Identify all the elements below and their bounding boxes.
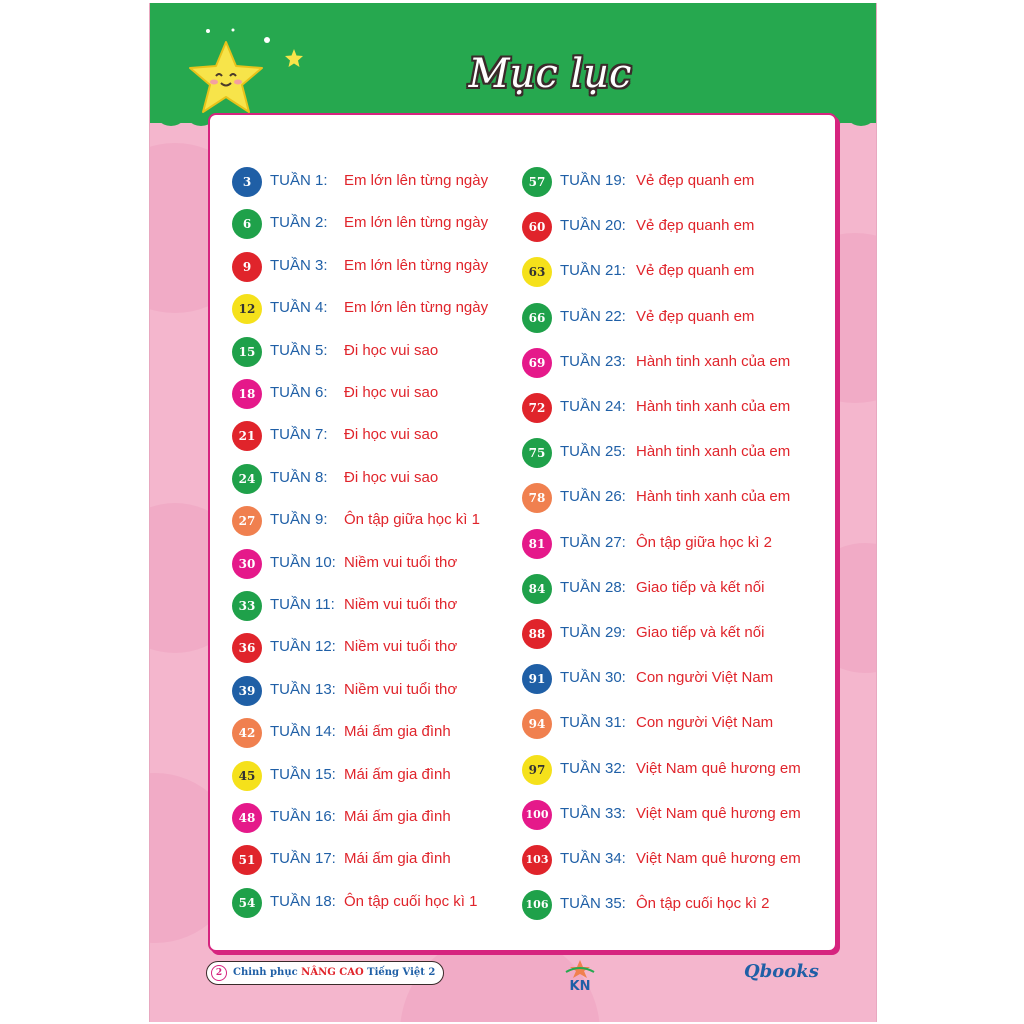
page-number-badge: 30 (232, 549, 262, 579)
week-label: TUẦN 30: (560, 669, 626, 687)
page-number-badge: 3 (232, 167, 262, 197)
week-label: TUẦN 31: (560, 714, 626, 732)
week-label: TUẦN 12: (270, 638, 336, 656)
page-number-badge: 106 (522, 890, 552, 920)
svg-text:KN: KN (569, 979, 591, 994)
page-number-badge: 12 (232, 294, 262, 324)
book-page (149, 3, 877, 1022)
page-number-badge: 54 (232, 888, 262, 918)
page-number-badge: 21 (232, 421, 262, 451)
topic-label: Việt Nam quê hương em (636, 804, 801, 822)
page-number-badge: 42 (232, 718, 262, 748)
sparkle-star-icon (284, 48, 304, 68)
topic-label: Con người Việt Nam (636, 714, 774, 732)
star-mascot-icon (186, 38, 266, 118)
week-label: TUẦN 32: (560, 759, 626, 777)
topic-label: Ôn tập cuối học kì 2 (636, 895, 770, 913)
week-label: TUẦN 26: (560, 488, 626, 506)
week-label: TUẦN 34: (560, 850, 626, 867)
page-number-badge: 94 (522, 709, 552, 739)
page-number-badge: 103 (522, 845, 552, 875)
page-number-badge: 51 (232, 845, 262, 875)
topic-label: Đi học vui sao (344, 468, 439, 486)
page-number-badge: 18 (232, 379, 262, 409)
topic-label: Niềm vui tuổi thơ (344, 553, 458, 571)
week-label: TUẦN 18: (270, 892, 336, 910)
topic-label: Vẻ đẹp quanh em (636, 307, 755, 325)
page-number-badge: 63 (522, 257, 552, 287)
page-number-badge: 45 (232, 761, 262, 791)
week-label: TUẦN 24: (560, 398, 626, 415)
page-number-badge: 78 (522, 483, 552, 513)
page-number-badge: 97 (522, 755, 552, 785)
week-label: TUẦN 25: (560, 443, 626, 461)
week-label: TUẦN 8: (270, 468, 328, 486)
week-label: TUẦN 27: (560, 533, 626, 551)
page-number-badge: 60 (522, 212, 552, 242)
topic-label: Việt Nam quê hương em (636, 759, 801, 777)
week-label: TUẦN 13: (270, 680, 336, 698)
page-number-badge: 57 (522, 167, 552, 197)
page-number-badge: 81 (522, 529, 552, 559)
topic-label: Ôn tập giữa học kì 1 (344, 511, 480, 529)
topic-label: Việt Nam quê hương em (636, 850, 801, 867)
week-label: TUẦN 22: (560, 307, 626, 325)
week-label: TUẦN 16: (270, 808, 336, 825)
topic-label: Ôn tập cuối học kì 1 (344, 892, 478, 910)
page-number-badge: 15 (232, 337, 262, 367)
page-number-badge: 48 (232, 803, 262, 833)
page-number-badge: 91 (522, 664, 552, 694)
topic-label: Vẻ đẹp quanh em (636, 262, 755, 280)
week-label: TUẦN 28: (560, 578, 626, 596)
page-number-badge: 100 (522, 800, 552, 830)
week-label: TUẦN 4: (270, 299, 328, 317)
page-number-badge: 75 (522, 438, 552, 468)
week-label: TUẦN 9: (270, 511, 328, 529)
topic-label: Con người Việt Nam (636, 669, 774, 687)
week-label: TUẦN 15: (270, 765, 336, 783)
topic-label: Hành tinh xanh của em (636, 443, 791, 461)
week-label: TUẦN 1: (270, 172, 328, 189)
topic-label: Em lớn lên từng ngày (344, 256, 489, 274)
week-label: TUẦN 3: (270, 256, 328, 274)
topic-label: Đi học vui sao (344, 384, 439, 401)
topic-label: Ôn tập giữa học kì 2 (636, 533, 772, 551)
week-label: TUẦN 29: (560, 624, 626, 641)
topic-label: Vẻ đẹp quanh em (636, 172, 755, 189)
toc-card (208, 113, 837, 952)
page-number-badge: 36 (232, 633, 262, 663)
week-label: TUẦN 10: (270, 553, 336, 571)
page-title: Mục lục (468, 51, 632, 97)
topic-label: Giao tiếp và kết nối (636, 624, 765, 641)
week-label: TUẦN 6: (270, 384, 328, 401)
brand-logo: Qbooks (744, 961, 819, 982)
topic-label: Niềm vui tuổi thơ (344, 638, 458, 656)
topic-label: Niềm vui tuổi thơ (344, 680, 458, 698)
topic-label: Mái ấm gia đình (344, 808, 451, 825)
topic-label: Đi học vui sao (344, 341, 439, 359)
week-label: TUẦN 21: (560, 262, 626, 280)
page-number-badge: 66 (522, 303, 552, 333)
topic-label: Hành tinh xanh của em (636, 352, 791, 370)
topic-label: Đi học vui sao (344, 426, 439, 444)
week-label: TUẦN 20: (560, 217, 626, 235)
topic-label: Mái ấm gia đình (344, 850, 451, 868)
page-number: 2 (211, 965, 227, 981)
sparkle-dot-icon (262, 35, 272, 45)
page-number-badge: 33 (232, 591, 262, 621)
page-number-badge: 84 (522, 574, 552, 604)
page-number-badge: 27 (232, 506, 262, 536)
week-label: TUẦN 23: (560, 352, 626, 370)
header-banner (150, 3, 876, 123)
week-label: TUẦN 5: (270, 341, 328, 359)
topic-label: Hành tinh xanh của em (636, 398, 791, 415)
topic-label: Giao tiếp và kết nối (636, 578, 765, 596)
week-label: TUẦN 7: (270, 426, 328, 444)
page-number-badge: 9 (232, 252, 262, 282)
page-number-badge: 39 (232, 676, 262, 706)
topic-label: Vẻ đẹp quanh em (636, 217, 755, 235)
sparkle-dot-icon (230, 27, 236, 33)
topic-label: Em lớn lên từng ngày (344, 172, 489, 189)
week-label: TUẦN 35: (560, 895, 626, 913)
series-title: Chinh phục NÂNG CAO Tiếng Việt 2 (233, 967, 436, 978)
week-label: TUẦN 2: (270, 214, 328, 232)
topic-label: Em lớn lên từng ngày (344, 299, 489, 317)
sparkle-dot-icon (204, 27, 212, 35)
topic-label: Hành tinh xanh của em (636, 488, 791, 506)
week-label: TUẦN 33: (560, 804, 626, 822)
page-number-badge: 24 (232, 464, 262, 494)
week-label: TUẦN 11: (270, 596, 335, 613)
topic-label: Mái ấm gia đình (344, 765, 451, 783)
topic-label: Em lớn lên từng ngày (344, 214, 489, 232)
page-number-badge: 6 (232, 209, 262, 239)
topic-label: Niềm vui tuổi thơ (344, 596, 458, 613)
publisher-logo-icon (560, 958, 600, 994)
page-number-badge: 88 (522, 619, 552, 649)
topic-label: Mái ấm gia đình (344, 723, 451, 741)
week-label: TUẦN 14: (270, 723, 336, 741)
week-label: TUẦN 19: (560, 172, 626, 189)
page-number-badge: 72 (522, 393, 552, 423)
week-label: TUẦN 17: (270, 850, 336, 868)
series-footer-tag (206, 961, 444, 985)
page-number-badge: 69 (522, 348, 552, 378)
